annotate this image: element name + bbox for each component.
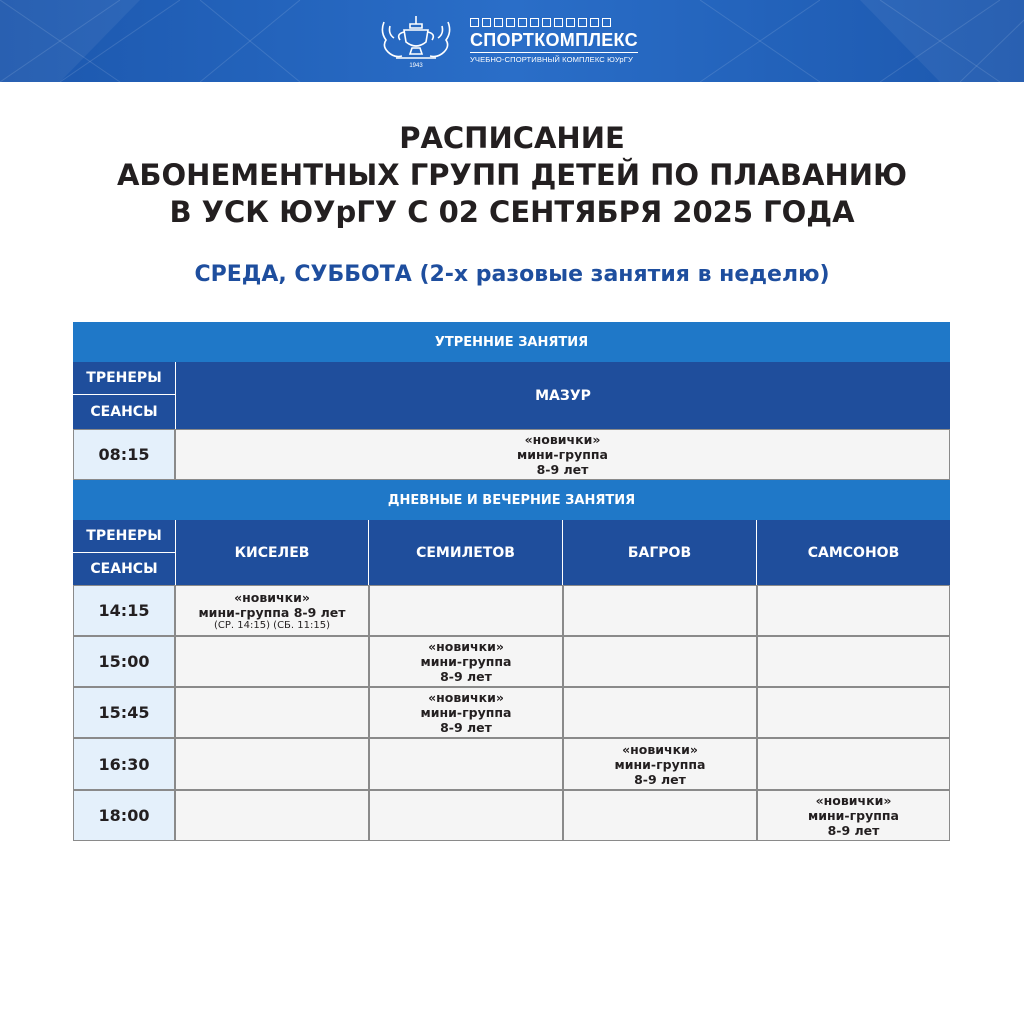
brand-name: СПОРТКОМПЛЕКС xyxy=(470,30,638,50)
session-time: 16:30 xyxy=(73,738,175,790)
sport-icon xyxy=(530,18,539,27)
group-schedule-note: (СР. 14:15) (СБ. 11:15) xyxy=(214,619,330,631)
empty-slot xyxy=(369,790,563,841)
empty-slot xyxy=(563,585,757,636)
session-time: 15:00 xyxy=(73,636,175,687)
brand-divider xyxy=(470,52,638,53)
empty-slot xyxy=(757,687,950,738)
section-day-title: ДНЕВНЫЕ И ВЕЧЕРНИЕ ЗАНЯТИЯ xyxy=(73,480,950,520)
sport-icon xyxy=(590,18,599,27)
title-line-2: АБОНЕМЕНТНЫХ ГРУПП ДЕТЕЙ ПО ПЛАВАНИЮ xyxy=(116,158,908,192)
title-line-3: В УСК ЮУрГУ С 02 СЕНТЯБРЯ 2025 ГОДА xyxy=(169,195,855,229)
empty-slot xyxy=(757,636,950,687)
emblem-icon xyxy=(376,12,456,70)
sport-icon xyxy=(494,18,503,27)
sport-icon xyxy=(542,18,551,27)
trainer-header-semiletov: СЕМИЛЕТОВ xyxy=(369,520,563,585)
label-trainers: ТРЕНЕРЫ xyxy=(73,520,175,553)
group-age: 8-9 лет xyxy=(440,669,492,684)
empty-slot xyxy=(563,790,757,841)
group-age: 8-9 лет xyxy=(827,823,880,838)
title-line-1: РАСПИСАНИЕ xyxy=(399,121,625,155)
label-sessions: СЕАНСЫ xyxy=(73,553,175,585)
group-age: 8-9 лет xyxy=(536,462,589,477)
empty-slot xyxy=(563,687,757,738)
sport-icon xyxy=(506,18,515,27)
group-level: «новички» xyxy=(524,432,601,447)
empty-slot xyxy=(757,738,950,790)
sport-icon xyxy=(470,18,479,27)
group-slot xyxy=(175,585,369,636)
label-sessions: СЕАНСЫ xyxy=(73,395,175,429)
empty-slot xyxy=(369,585,563,636)
group-level: «новички» xyxy=(815,793,892,808)
group-level: «новички» xyxy=(234,589,310,605)
empty-slot xyxy=(757,585,950,636)
group-type: мини-группа xyxy=(517,447,608,462)
group-level: «новички» xyxy=(428,639,504,654)
group-age: 8-9 лет xyxy=(634,771,686,787)
sport-icon xyxy=(566,18,575,27)
sport-icon xyxy=(482,18,491,27)
label-trainers: ТРЕНЕРЫ xyxy=(73,362,175,395)
empty-slot xyxy=(175,687,369,738)
group-slot xyxy=(563,738,757,790)
trainer-header-bagrov: БАГРОВ xyxy=(563,520,757,585)
session-time: 15:45 xyxy=(73,687,175,738)
group-level: «новички» xyxy=(622,741,698,757)
sport-icon xyxy=(518,18,527,27)
group-slot xyxy=(175,429,950,480)
group-type: мини-группа xyxy=(420,705,512,720)
group-slot xyxy=(757,790,950,841)
trainer-header-samsonov: САМСОНОВ xyxy=(757,520,950,585)
empty-slot xyxy=(175,738,369,790)
empty-slot xyxy=(563,636,757,687)
group-slot xyxy=(369,636,563,687)
group-slot xyxy=(369,687,563,738)
sport-icon xyxy=(554,18,563,27)
brand-subtitle: УЧЕБНО-СПОРТИВНЫЙ КОМПЛЕКС ЮУрГУ xyxy=(470,55,633,64)
section-morning-title: УТРЕННИЕ ЗАНЯТИЯ xyxy=(73,322,950,362)
trainer-header-mazur: МАЗУР xyxy=(175,362,950,429)
empty-slot xyxy=(175,636,369,687)
schedule-days: СРЕДА, СУББОТА (2-х разовые занятия в неделю) xyxy=(194,262,830,287)
session-time: 08:15 xyxy=(73,429,175,480)
group-age: 8-9 лет xyxy=(440,720,492,735)
group-type: мини-группа xyxy=(614,756,706,772)
sport-icon xyxy=(578,18,587,27)
trainer-header-kiselev: КИСЕЛЕВ xyxy=(175,520,369,585)
sportcomplex-logo xyxy=(376,12,638,70)
header-banner xyxy=(0,0,1024,82)
session-time: 18:00 xyxy=(73,790,175,841)
group-type: мини-группа xyxy=(420,654,512,669)
sport-icon xyxy=(602,18,611,27)
empty-slot xyxy=(175,790,369,841)
group-level: «новички» xyxy=(428,690,504,705)
svg-text:1943: 1943 xyxy=(409,63,423,69)
group-type: мини-группа 8-9 лет xyxy=(198,604,346,620)
session-time: 14:15 xyxy=(73,585,175,636)
empty-slot xyxy=(369,738,563,790)
group-type: мини-группа xyxy=(808,808,899,823)
page-title xyxy=(0,120,1024,231)
sport-icons-row xyxy=(470,18,638,27)
brand-block xyxy=(470,18,638,64)
